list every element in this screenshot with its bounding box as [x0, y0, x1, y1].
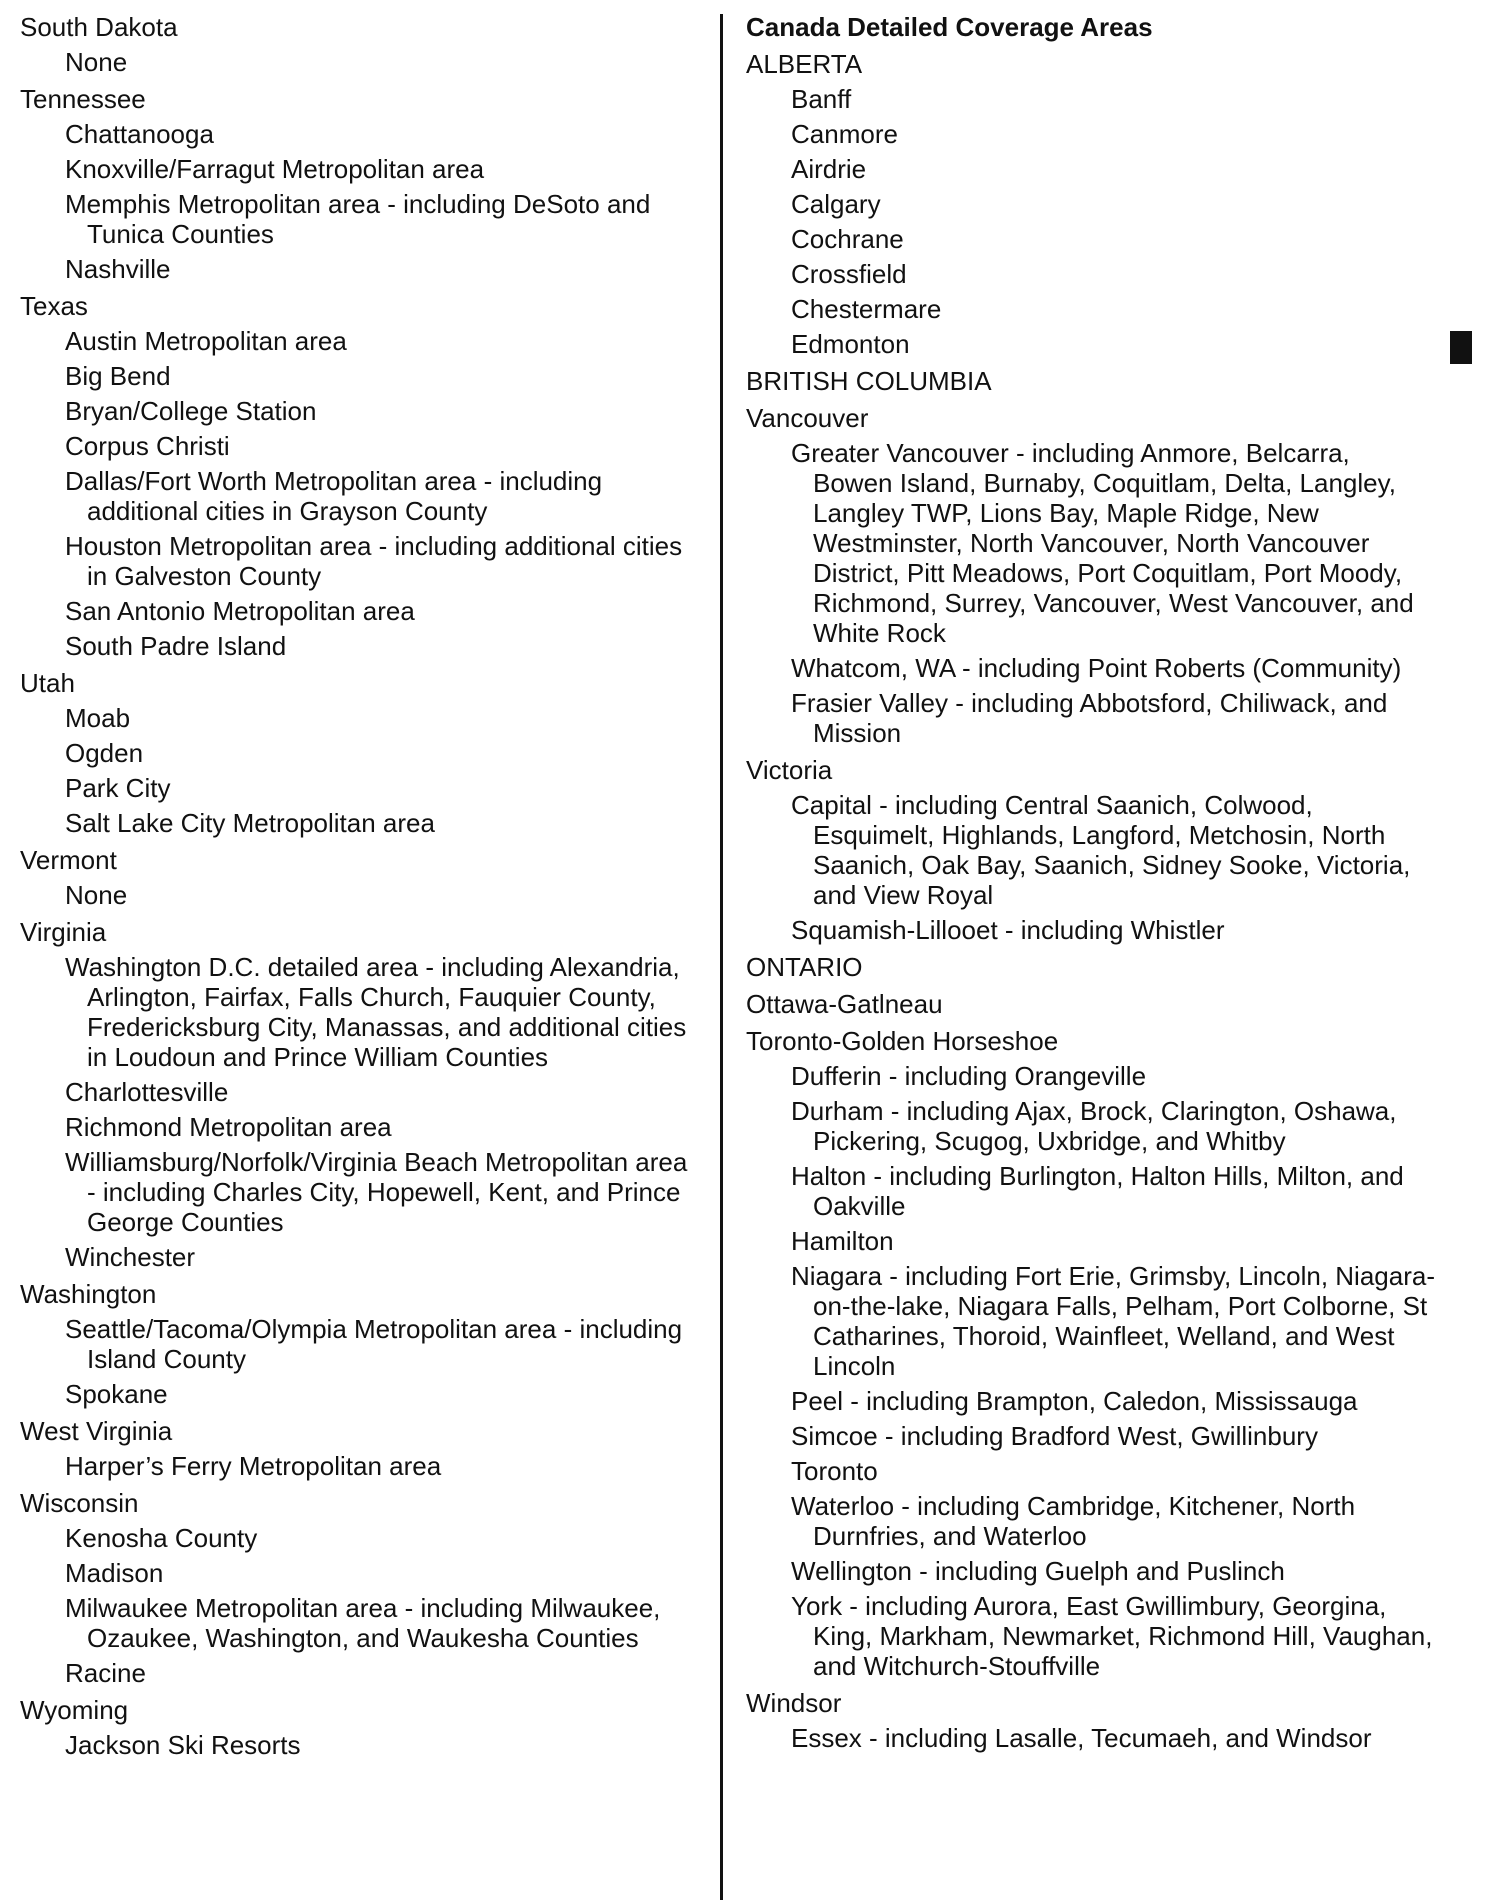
coverage-area-essex-including-lasalle-tecumaeh-and-win: [746, 1723, 1436, 1753]
entry-label: Wellington - including Guelph and Puslinch: [791, 1556, 1285, 1586]
coverage-area-frasier-valley-including-abbotsford-chil: [746, 688, 1436, 748]
coverage-area-airdrie: [746, 154, 1436, 184]
region-heading-ottawa-gatlneau: [746, 989, 1436, 1019]
region-heading-victoria: [746, 755, 1436, 785]
coverage-area-harper-s-ferry-metropolitan-area: [20, 1451, 700, 1481]
region-heading-wyoming: [20, 1695, 700, 1725]
entry-label: Salt Lake City Metropolitan area: [65, 808, 435, 838]
coverage-area-canmore: [746, 119, 1436, 149]
entry-label: Dallas/Fort Worth Metropolitan area - including additional cities in Grayson County: [65, 466, 603, 526]
entry-label: Toronto-Golden Horseshoe: [746, 1026, 1059, 1056]
entry-label: Madison: [65, 1558, 164, 1588]
entry-label: ONTARIO: [746, 952, 863, 982]
coverage-area-none: [20, 880, 700, 910]
entry-label: Calgary: [791, 189, 881, 219]
coverage-area-niagara-including-fort-erie-grimsby-linc: [746, 1261, 1436, 1381]
coverage-area-capital-including-central-saanich-colwoo: [746, 790, 1436, 910]
entry-label: South Dakota: [20, 12, 178, 42]
coverage-area-ogden: [20, 738, 700, 768]
entry-label: Nashville: [65, 254, 171, 284]
entry-label: Toronto: [791, 1456, 878, 1486]
entry-label: Washington D.C. detailed area - including Alexandria, Arlington, Fairfax, Falls Church, Fauquier County, Fredericksburg City, Manassas, and additional cities in Loudoun and Prince William Counties: [65, 952, 687, 1072]
entry-label: Vancouver: [746, 403, 869, 433]
coverage-area-dufferin-including-orangeville: [746, 1061, 1436, 1091]
coverage-area-moab: [20, 703, 700, 733]
region-heading-south-dakota: [20, 12, 700, 42]
entry-label: South Padre Island: [65, 631, 287, 661]
coverage-area-peel-including-brampton-caledon-mississa: [746, 1386, 1436, 1416]
coverage-area-milwaukee-metropolitan-area-including-mi: [20, 1593, 700, 1653]
coverage-area-madison: [20, 1558, 700, 1588]
region-heading-tennessee: [20, 84, 700, 114]
coverage-area-chattanooga: [20, 119, 700, 149]
coverage-area-york-including-aurora-east-gwillimbury-g: [746, 1591, 1436, 1681]
entry-label: Waterloo - including Cambridge, Kitchener, North Durnfries, and Waterloo: [791, 1491, 1356, 1551]
entry-label: Edmonton: [791, 329, 910, 359]
coverage-area-big-bend: [20, 361, 700, 391]
coverage-area-park-city: [20, 773, 700, 803]
entry-label: Park City: [65, 773, 171, 803]
entry-label: Cochrane: [791, 224, 904, 254]
entry-label: Ogden: [65, 738, 144, 768]
entry-label: Spokane: [65, 1379, 168, 1409]
coverage-area-knoxville-farragut-metropolitan-area: [20, 154, 700, 184]
entry-label: Chattanooga: [65, 119, 214, 149]
coverage-area-none: [20, 47, 700, 77]
coverage-area-austin-metropolitan-area: [20, 326, 700, 356]
entry-label: Winchester: [65, 1242, 196, 1272]
coverage-area-charlottesville: [20, 1077, 700, 1107]
entry-label: None: [65, 880, 128, 910]
entry-label: Texas: [20, 291, 88, 321]
entry-label: Richmond Metropolitan area: [65, 1112, 392, 1142]
coverage-area-memphis-metropolitan-area-including-deso: [20, 189, 700, 249]
entry-label: None: [65, 47, 128, 77]
coverage-area-jackson-ski-resorts: [20, 1730, 700, 1760]
coverage-area-bryan-college-station: [20, 396, 700, 426]
coverage-area-whatcom-wa-including-point-roberts-commu: [746, 653, 1436, 683]
entry-label: Dufferin - including Orangeville: [791, 1061, 1147, 1091]
region-heading-wisconsin: [20, 1488, 700, 1518]
entry-label: Canmore: [791, 119, 898, 149]
entry-label: Hamilton: [791, 1226, 894, 1256]
coverage-area-waterloo-including-cambridge-kitchener-n: [746, 1491, 1436, 1551]
coverage-area-racine: [20, 1658, 700, 1688]
coverage-area-hamilton: [746, 1226, 1436, 1256]
entry-label: Big Bend: [65, 361, 171, 391]
entry-label: Racine: [65, 1658, 146, 1688]
region-heading-west-virginia: [20, 1416, 700, 1446]
entry-label: Washington: [20, 1279, 157, 1309]
entry-label: BRITISH COLUMBIA: [746, 366, 992, 396]
entry-label: Charlottesville: [65, 1077, 229, 1107]
region-heading-ontario: [746, 952, 1436, 982]
entry-label: Memphis Metropolitan area - including DeSoto and Tunica Counties: [65, 189, 651, 249]
entry-label: Williamsburg/Norfolk/Virginia Beach Metropolitan area - including Charles City, Hopewell, Kent, and Prince George Counties: [65, 1147, 688, 1237]
coverage-area-chestermare: [746, 294, 1436, 324]
entry-label: Virginia: [20, 917, 107, 947]
entry-label: West Virginia: [20, 1416, 173, 1446]
coverage-area-richmond-metropolitan-area: [20, 1112, 700, 1142]
entry-label: Niagara - including Fort Erie, Grimsby, Lincoln, Niagara-on-the-lake, Niagara Falls, Pelham, Port Colborne, St Catharines, Thoroid, Wainfleet, Welland, and West Lincoln: [791, 1261, 1435, 1381]
coverage-area-dallas-fort-worth-metropolitan-area-incl: [20, 466, 700, 526]
entry-label: Ottawa-Gatlneau: [746, 989, 943, 1019]
coverage-area-simcoe-including-bradford-west-gwillinbu: [746, 1421, 1436, 1451]
entry-label: Houston Metropolitan area - including additional cities in Galveston County: [65, 531, 683, 591]
region-heading-utah: [20, 668, 700, 698]
coverage-area-nashville: [20, 254, 700, 284]
section-heading: Canada Detailed Coverage Areas: [746, 12, 1153, 42]
entry-label: Halton - including Burlington, Halton Hills, Milton, and Oakville: [791, 1161, 1404, 1221]
coverage-area-corpus-christi: [20, 431, 700, 461]
entry-label: Wisconsin: [20, 1488, 139, 1518]
coverage-area-williamsburg-norfolk-virginia-beach-metr: [20, 1147, 700, 1237]
coverage-area-salt-lake-city-metropolitan-area: [20, 808, 700, 838]
coverage-area-cochrane: [746, 224, 1436, 254]
coverage-area-kenosha-county: [20, 1523, 700, 1553]
entry-label: Bryan/College Station: [65, 396, 317, 426]
coverage-area-banff: [746, 84, 1436, 114]
coverage-area-calgary: [746, 189, 1436, 219]
coverage-area-seattle-tacoma-olympia-metropolitan-area: [20, 1314, 700, 1374]
entry-label: ALBERTA: [746, 49, 863, 79]
entry-label: Harper’s Ferry Metropolitan area: [65, 1451, 442, 1481]
region-heading-british-columbia: [746, 366, 1436, 396]
entry-label: Peel - including Brampton, Caledon, Mississauga: [791, 1386, 1358, 1416]
entry-label: Crossfield: [791, 259, 907, 289]
entry-label: York - including Aurora, East Gwillimbury, Georgina, King, Markham, Newmarket, Richmond Hill, Vaughan, and Witchurch-Stouffville: [791, 1591, 1433, 1681]
entry-label: Milwaukee Metropolitan area - including Milwaukee, Ozaukee, Washington, and Waukesha Counties: [65, 1593, 661, 1653]
canada-coverage-list: [746, 8, 1436, 1753]
entry-label: Jackson Ski Resorts: [65, 1730, 301, 1760]
entry-label: Capital - including Central Saanich, Colwood, Esquimelt, Highlands, Langford, Metchosin, North Saanich, Oak Bay, Saanich, Sidney Sooke, Victoria, and View Royal: [791, 790, 1411, 910]
us-coverage-list: [20, 8, 700, 1760]
region-heading-alberta: [746, 49, 1436, 79]
entry-label: Whatcom, WA - including Point Roberts (Community): [791, 653, 1402, 683]
entry-label: Vermont: [20, 845, 117, 875]
entry-label: Knoxville/Farragut Metropolitan area: [65, 154, 485, 184]
entry-label: Victoria: [746, 755, 833, 785]
entry-label: Seattle/Tacoma/Olympia Metropolitan area - including Island County: [65, 1314, 683, 1374]
entry-label: Utah: [20, 668, 75, 698]
page-edge-marker: [1450, 331, 1472, 364]
region-heading-virginia: [20, 917, 700, 947]
column-divider: [720, 14, 723, 1900]
region-heading-windsor: [746, 1688, 1436, 1718]
entry-label: Airdrie: [791, 154, 867, 184]
coverage-area-winchester: [20, 1242, 700, 1272]
entry-label: Squamish-Lillooet - including Whistler: [791, 915, 1225, 945]
entry-label: San Antonio Metropolitan area: [65, 596, 415, 626]
entry-label: Frasier Valley - including Abbotsford, Chiliwack, and Mission: [791, 688, 1388, 748]
entry-label: Simcoe - including Bradford West, Gwillinbury: [791, 1421, 1318, 1451]
entry-label: Corpus Christi: [65, 431, 230, 461]
entry-label: Windsor: [746, 1688, 842, 1718]
entry-label: Durham - including Ajax, Brock, Clarington, Oshawa, Pickering, Scugog, Uxbridge, and Whitby: [791, 1096, 1397, 1156]
coverage-area-greater-vancouver-including-anmore-belca: [746, 438, 1436, 648]
entry-label: Moab: [65, 703, 131, 733]
entry-label: Banff: [791, 84, 852, 114]
region-heading-vermont: [20, 845, 700, 875]
region-heading-washington: [20, 1279, 700, 1309]
coverage-area-spokane: [20, 1379, 700, 1409]
coverage-area-houston-metropolitan-area-including-addi: [20, 531, 700, 591]
region-heading-texas: [20, 291, 700, 321]
region-heading-vancouver: [746, 403, 1436, 433]
coverage-area-san-antonio-metropolitan-area: [20, 596, 700, 626]
coverage-area-south-padre-island: [20, 631, 700, 661]
entry-label: Kenosha County: [65, 1523, 258, 1553]
entry-label: Greater Vancouver - including Anmore, Belcarra, Bowen Island, Burnaby, Coquitlam, Delta, Langley, Langley TWP, Lions Bay, Maple Ridge, New Westminster, North Vancouver, North Vancouver District, Pitt Meadows, Port Coquitlam, Port Moody, Richmond, Surrey, Vancouver, West Vancouver, and White Rock: [791, 438, 1414, 648]
coverage-area-edmonton: [746, 329, 1436, 359]
entry-label: Essex - including Lasalle, Tecumaeh, and Windsor: [791, 1723, 1372, 1753]
coverage-area-washington-d-c-detailed-area-including-a: [20, 952, 700, 1072]
coverage-area-durham-including-ajax-brock-clarington-o: [746, 1096, 1436, 1156]
coverage-area-toronto: [746, 1456, 1436, 1486]
entry-label: Chestermare: [791, 294, 942, 324]
coverage-area-squamish-lillooet-including-whistler: [746, 915, 1436, 945]
coverage-area-crossfield: [746, 259, 1436, 289]
entry-label: Austin Metropolitan area: [65, 326, 347, 356]
entry-label: Wyoming: [20, 1695, 129, 1725]
entry-label: Tennessee: [20, 84, 146, 114]
region-heading-toronto-golden-horseshoe: [746, 1026, 1436, 1056]
coverage-area-halton-including-burlington-halton-hills: [746, 1161, 1436, 1221]
coverage-area-wellington-including-guelph-and-puslinch: [746, 1556, 1436, 1586]
